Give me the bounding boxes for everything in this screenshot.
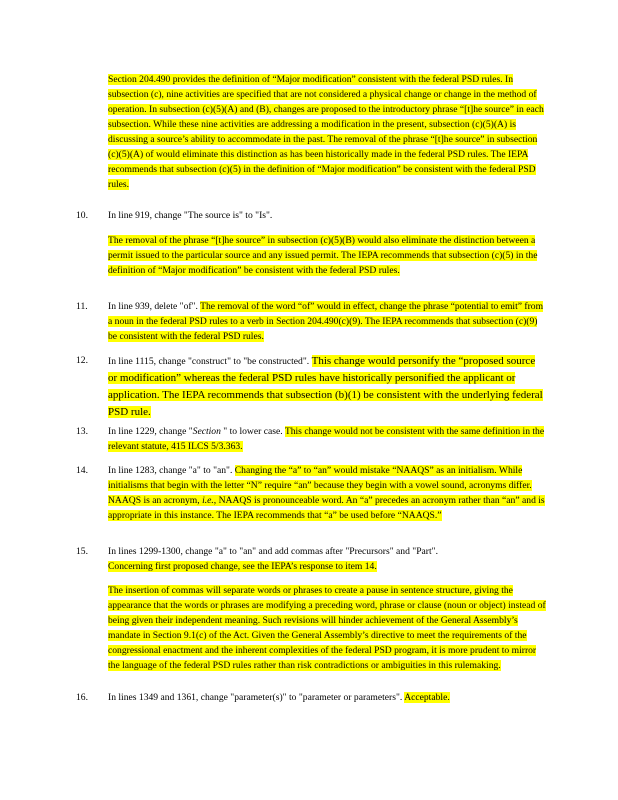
item-12-response: This change would personify the “proposed source or modification” whereas the federal PSD rules have historically personified the applicant or application. The IEPA recommends that subsection (b)(1) be consistent with the underlying federal PSD rule. [108, 355, 543, 418]
item-11-response: The removal of the word “of” would in effect, change the phrase “potential to emit” from a noun in the federal PSD rules to a verb in Section 204.490(c)(9). The IEPA recommends that subsection (c)(9) be consistent with the federal PSD rules. [108, 301, 544, 342]
item-14-response-pre: Changing the “a” to “an” would mistake “NAAQS” as an initialism. While initialisms that begin with the letter “N” require “an” because they begin with a vowel sound, acronyms differ. NAAQS is an acronym, [108, 465, 532, 506]
item-13-paragraph [108, 424, 546, 454]
item-14-instruction: In line 1283, change "a" to "an". [108, 465, 233, 476]
item-12-number: 12. [76, 355, 88, 366]
item-13-instruction-post: " to lower case. [220, 426, 283, 437]
item-14-response-italic: i.e. [202, 495, 214, 506]
item-16-paragraph [108, 690, 546, 705]
item-15-first-response-text: Concerning first proposed change, see the IEPA’s response to item 14. [108, 561, 377, 572]
intro-paragraph [108, 72, 546, 192]
item-16-number: 16. [76, 692, 88, 703]
item-11-number: 11. [76, 301, 88, 312]
item-14-paragraph [108, 463, 546, 523]
item-13-instruction-pre: In line 1229, change " [108, 426, 193, 437]
item-13-instruction-italic: Section [192, 426, 221, 437]
item-15-instruction: In lines 1299-1300, change "a" to "an" and add commas after "Precursors" and "Part". [108, 546, 438, 557]
item-15-first-response [108, 559, 546, 574]
item-14-number: 14. [76, 465, 88, 476]
item-10-response [108, 233, 546, 278]
intro-text: Section 204.490 provides the definition of “Major modification” consistent with the federal PSD rules. In subsection (c), nine activities are specified that are not considered a physical change or change in the method of operation. In subsection (c)(5)(A) and (B), changes are proposed to the introductory phrase “[t]he source” in each subsection. While these nine activities are addressing a modification in the present, subsection (c)(5)(A) is discussing a source’s ability to accommodate in the past. The removal of the phrase “[t]he source” in subsection (c)(5)(A) of would eliminate this distinction as has been historically made in the federal PSD rules. The IEPA recommends that subsection (c)(5) in the definition of “Major modification” be consistent with the federal PSD rules. [108, 74, 544, 190]
item-11-instruction: In line 939, delete "of". [108, 301, 198, 312]
item-10-number: 10. [76, 210, 88, 221]
item-11-paragraph [108, 299, 546, 344]
item-13-number: 13. [76, 426, 88, 437]
item-15-response [108, 583, 546, 673]
item-13-response: This change would not be consistent with the same definition in the relevant statute, 415 ILCS 5/3.363. [108, 426, 545, 452]
item-15-response-text: The insertion of commas will separate words or phrases to create a pause in sentence structure, giving the appearance that the words or phrases are modifying a preceding word, phrase or clause (noun or object) instead of being given their independent meaning. Such revisions will hinder achievement of the General Assembly’s mandate in Section 9.1(c) of the Act. Given the General Assembly’s directive to meet the requirements of the congressional enactment and the inherent complexities of the federal PSD program, it is more prudent to mirror the language of the federal PSD rules rather than risk contradictions or ambiguities in this rulemaking. [108, 585, 546, 671]
item-10-response-text: The removal of the phrase “[t]he source” in subsection (c)(5)(B) would also eliminate the distinction between a permit issued to the particular source and any issued permit. The IEPA recommends that subsection (c)(5) in the definition of “Major modification” be consistent with the federal PSD rules. [108, 235, 538, 276]
item-16-response: Acceptable. [404, 692, 450, 703]
item-14-response-post: , NAAQS is pronounceable word. An “a” precedes an acronym rather than “an” and is appropriate in this instance. The IEPA recommends that “a” be used before “NAAQS.” [108, 495, 545, 521]
item-15-number: 15. [76, 546, 88, 557]
item-12-instruction: In line 1115, change "construct" to "be constructed". [108, 356, 310, 367]
item-12-paragraph [108, 353, 546, 421]
item-10-instruction: In line 919, change "The source is" to "Is". [108, 210, 273, 221]
item-16-instruction: In lines 1349 and 1361, change "parameter(s)" to "parameter or parameters". [108, 692, 403, 703]
